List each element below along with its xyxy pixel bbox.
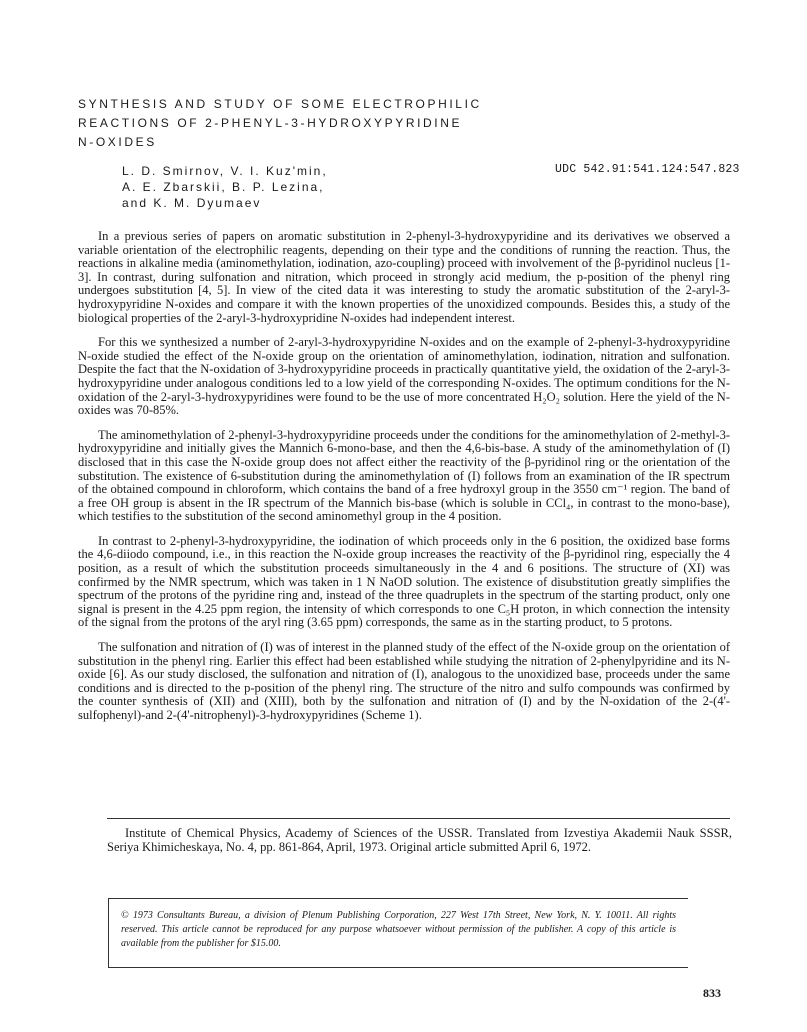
author-line: L. D. Smirnov, V. I. Kuz'min, [122, 164, 328, 178]
copyright-text: © 1973 Consultants Bureau, a division of Plenum Publishing Corporation, 227 West 17th Street, New York, N. Y. 10011. All rights reserved. This article cannot be reproduced for any purpose whatsoever without permission of the publisher. A copy of this article is available from the publisher for $15.00. [121, 910, 676, 949]
title-line: REACTIONS OF 2-PHENYL-3-HYDROXYPYRIDINE [78, 116, 463, 130]
affiliation-footnote [107, 826, 732, 854]
body-paragraph: In contrast to 2-phenyl-3-hydroxypyridine, the iodination of which proceeds only in the 6 position, the oxidized base forms the 4,6-diiodo compound, i.e., in this reaction the N-oxide group increases the reactivity of the β-pyridinol ring, especially the 4 position, as a result of which the substitution proceeds simultaneously in the 4 and 6 positions. The structure of (XI) was confirmed by the NMR spectrum, which was taken in 1 N NaOD solution. The existence of disubstitution greatly simplifies the spectrum of the protons of the pyridine ring and, instead of the three quadruplets in the spectrum of the starting product, only one signal is present in the 4.25 ppm region, the intensity of which corresponds to one C₅H proton, in which connection the intensity of the signal from the protons of the aryl ring (3.65 ppm) corresponds, the same as in the starting product, to 5 protons. [78, 533, 730, 630]
body-paragraph: The aminomethylation of 2-phenyl-3-hydroxypyridine proceeds under the conditions for the aminomethylation of 2-methyl-3-hydroxypyridine and initially gives the Mannich 6-mono-base, and then the 4,6-bis-base. A study of the aminomethylation of (I) disclosed that in this case the N-oxide group does not affect either the reactivity of the β-pyridinol ring or the orientation of the substitution. The existence of 6-substitution during the aminomethylation of (I) follows from an examination of the IR spectrum of the obtained compound in chloroform, which contains the band of a free hydroxyl group in the 3550 cm⁻¹ region. The band of a free OH group is absent in the IR spectrum of the Mannich bis-base (which is soluble in CCl₄, in contrast to the mono-base), which testifies to the substitution of the second aminomethyl group in the 4 position. [78, 427, 730, 524]
author-line: and K. M. Dyumaev [122, 196, 262, 210]
footnote-divider [107, 818, 730, 819]
body-paragraph: For this we synthesized a number of 2-aryl-3-hydroxypyridine N-oxides and on the example of 2-phenyl-3-hydroxypyridine N-oxide studied the effect of the N-oxide group on the orientation of aminomethylation, iodination, nitration and sulfonation. Despite the fact that the N-oxidation of 3-hydroxypyridine proceeds in practically quantitative yield, the oxidation of the 2-aryl-3-hydroxypyridine under analogous conditions led to a low yield of the corresponding N-oxides. The optimum conditions for the N-oxidation of the 2-aryl-3-hydroxypyridines were found to be the use of more concentrated H₂O₂ solution. Here the yield of the N-oxides was 70-85%. [78, 335, 730, 418]
author-list [122, 163, 482, 211]
body-paragraph: In a previous series of papers on aromatic substitution in 2-phenyl-3-hydroxypyridine and its derivatives we observed a variable orientation of the electrophilic reagents, depending on their type and the conditions of running the reaction. Thus, the reactions in alkaline media (aminomethylation, iodination, azo-coupling) proceed with involvement of the β-pyridinol nucleus [1-3]. In contrast, during sulfonation and nitration, which proceed in strongly acid medium, the p-position of the phenyl ring undergoes substitution [4, 5]. In view of the cited data it was interesting to study the aromatic substitution of the 2-aryl-3-hydroxypyridine N-oxides and compare it with the known properties of the unoxidized compounds. Besides this, a study of the biological properties of the 2-aryl-3-hydroxypridine N-oxides had independent interest. [78, 229, 730, 325]
article-body [78, 230, 730, 734]
page-number: 833 [703, 986, 721, 1000]
body-paragraph: The sulfonation and nitration of (I) was of interest in the planned study of the effect of the N-oxide group on the orientation of substitution in the phenyl ring. Earlier this effect had been established while studying the nitration of 2-phenylpyridine and its N-oxide [6]. As our study disclosed, the sulfonation and nitration of (I), analogous to the unoxidized base, proceeds under the same conditions and is directed to the p-position of the phenyl ring. The structure of the nitro and sulfo compounds was confirmed by the counter synthesis of (XII) and (XIII), both by the sulfonation and nitration of (I) and by the N-oxidation of the 2-(4'-sulfophenyl)-and 2-(4'-nitrophenyl)-3-hydroxypyridines (Scheme 1). [78, 640, 730, 722]
title-line: SYNTHESIS AND STUDY OF SOME ELECTROPHILIC [78, 97, 482, 111]
udc-code: UDC 542.91:541.124:547.823 [555, 163, 740, 176]
title-line: N-OXIDES [78, 135, 157, 149]
copyright-notice [108, 898, 688, 968]
article-title [78, 95, 718, 152]
author-line: A. E. Zbarskii, B. P. Lezina, [122, 180, 325, 194]
footnote-text: Institute of Chemical Physics, Academy of Sciences of the USSR. Translated from Izvestiya Akademii Nauk SSSR, Seriya Khimicheskaya, No. 4, pp. 861-864, April, 1973. Original article submitted April 6, 1972. [107, 826, 732, 854]
